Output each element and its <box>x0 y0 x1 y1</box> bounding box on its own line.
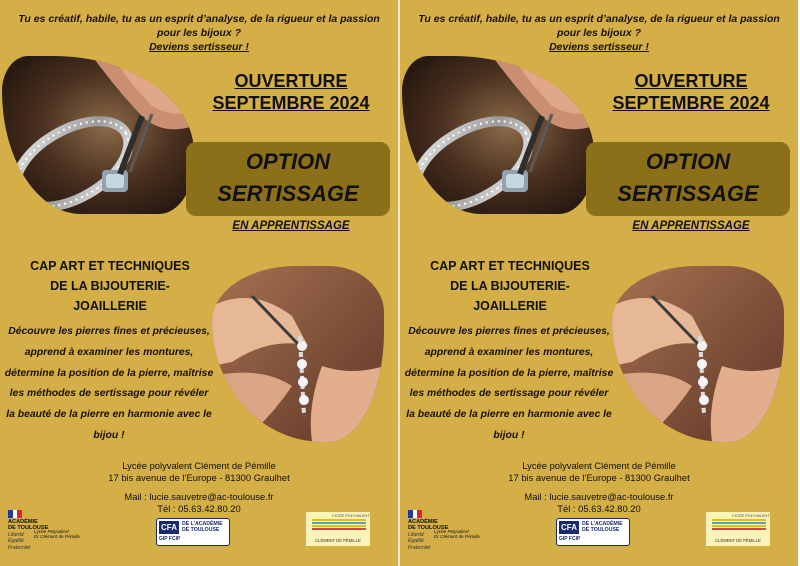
apprenticeship-label: EN APPRENTISSAGE <box>232 220 350 232</box>
intro-text <box>10 12 388 54</box>
cfa-gip: GIP FCIP <box>559 536 581 542</box>
intro-cta: Deviens sertisseur ! <box>149 41 249 53</box>
school-address: 17 bis avenue de l’Europe - 81300 Graulhet <box>108 471 290 483</box>
academie-logo <box>8 510 104 552</box>
apprenticeship-label: EN APPRENTISSAGE <box>632 220 750 232</box>
lycee-logo-name: CLÉMENT DE PÉMILLE <box>315 538 361 543</box>
ring-setting-photo <box>402 56 594 214</box>
lycee-sub-2: Dr Clément de Pémille <box>434 534 480 540</box>
option-line2: SERTISSAGE <box>617 181 759 206</box>
intro-question: Tu es créatif, habile, tu as un esprit d’analyse, de la rigueur et la passion pour les bijoux ? <box>418 13 780 39</box>
lycee-subtitle <box>434 529 480 539</box>
cfa-full-name: DE L’ACADÉMIE DE TOULOUSE <box>582 521 623 533</box>
school-name: Lycée polyvalent Clément de Pémille <box>122 460 276 471</box>
cap-line2: DE LA BIJOUTERIE- <box>450 279 570 293</box>
option-box <box>186 142 390 216</box>
jewelry-hands-photo <box>212 266 384 442</box>
option-line2: SERTISSAGE <box>217 181 359 206</box>
motto-1: Liberté <box>8 531 24 538</box>
opening-line1: OUVERTURE <box>634 71 748 91</box>
motto-3: Fraternité <box>8 545 31 552</box>
contact-mail: Mail : lucie.sauvetre@ac-toulouse.fr <box>524 491 674 502</box>
cfa-logo <box>556 518 630 546</box>
jewelry-hands-photo <box>612 266 784 442</box>
cap-title <box>406 256 614 316</box>
cfa-full-name: DE L’ACADÉMIE DE TOULOUSE <box>182 521 223 533</box>
contact-block <box>70 460 328 514</box>
cfa-badge: CFA <box>561 523 577 532</box>
cfa-badge: CFA <box>161 523 177 532</box>
lycee-logo-lines <box>312 519 366 534</box>
cap-line3: JOAILLERIE <box>473 299 547 313</box>
contact-block <box>470 460 728 514</box>
school-address: 17 bis avenue de l’Europe - 81300 Graulhet <box>508 471 690 483</box>
academie-line1: ACADÉMIE <box>8 519 38 525</box>
academie-line2: DE TOULOUSE <box>408 524 449 531</box>
option-box <box>586 142 790 216</box>
lycee-logo-top: LYCÉE POLYVALENT <box>332 514 370 518</box>
motto-1: Liberté <box>408 531 424 538</box>
option-line1: OPTION <box>245 149 331 174</box>
lycee-logo <box>306 512 370 546</box>
cfa-logo <box>156 518 230 546</box>
cap-title <box>6 256 214 316</box>
motto-3: Fraternité <box>408 545 431 552</box>
cap-line1: CAP ART ET TECHNIQUES <box>430 259 590 273</box>
cfa-gip: GIP FCIP <box>159 536 181 542</box>
contact-phone: Tél : 05.63.42.80.20 <box>157 502 241 514</box>
school-name: Lycée polyvalent Clément de Pémille <box>522 460 676 471</box>
opening-date <box>192 70 390 114</box>
intro-question: Tu es créatif, habile, tu as un esprit d’analyse, de la rigueur et la passion pour les bijoux ? <box>18 13 380 39</box>
cap-line1: CAP ART ET TECHNIQUES <box>30 259 190 273</box>
lycee-logo-name: CLÉMENT DE PÉMILLE <box>715 538 761 543</box>
intro-cta: Deviens sertisseur ! <box>549 41 649 53</box>
opening-date <box>592 70 790 114</box>
french-flag-icon <box>8 510 22 518</box>
lycee-sub-2: Dr Clément de Pémille <box>34 534 80 540</box>
academie-line1: ACADÉMIE <box>408 519 438 525</box>
cap-line3: JOAILLERIE <box>73 299 147 313</box>
lycee-logo-top: LYCÉE POLYVALENT <box>732 514 770 518</box>
academie-logo <box>408 510 504 552</box>
course-description: Découvre les pierres fines et précieuses, apprend à examiner les montures, détermine la position de la pierre, maîtrise les méthodes de sertissage pour révéler la beauté de la pierre en harmonie avec le bijou ! <box>4 326 214 441</box>
lycee-subtitle <box>34 529 80 539</box>
motto-2: Égalité <box>408 538 424 545</box>
motto-2: Égalité <box>8 538 24 545</box>
option-line1: OPTION <box>645 149 731 174</box>
flyer-left <box>0 0 398 566</box>
french-flag-icon <box>408 510 422 518</box>
flyer-right <box>398 0 798 566</box>
contact-mail: Mail : lucie.sauvetre@ac-toulouse.fr <box>124 491 274 502</box>
ring-setting-photo <box>2 56 194 214</box>
opening-line1: OUVERTURE <box>234 71 348 91</box>
opening-line2: SEPTEMBRE 2024 <box>612 93 770 113</box>
lycee-sub-1: Lycée Polyvalent <box>34 529 69 534</box>
lycee-sub-1: Lycée Polyvalent <box>434 529 469 534</box>
lycee-logo-lines <box>712 519 766 534</box>
opening-line2: SEPTEMBRE 2024 <box>212 93 370 113</box>
contact-phone: Tél : 05.63.42.80.20 <box>557 502 641 514</box>
intro-text <box>410 12 788 54</box>
course-description: Découvre les pierres fines et précieuses, apprend à examiner les montures, détermine la position de la pierre, maîtrise les méthodes de sertissage pour révéler la beauté de la pierre en harmonie avec le bijou ! <box>404 326 614 441</box>
cap-line2: DE LA BIJOUTERIE- <box>50 279 170 293</box>
academie-line2: DE TOULOUSE <box>8 524 49 531</box>
lycee-logo <box>706 512 770 546</box>
